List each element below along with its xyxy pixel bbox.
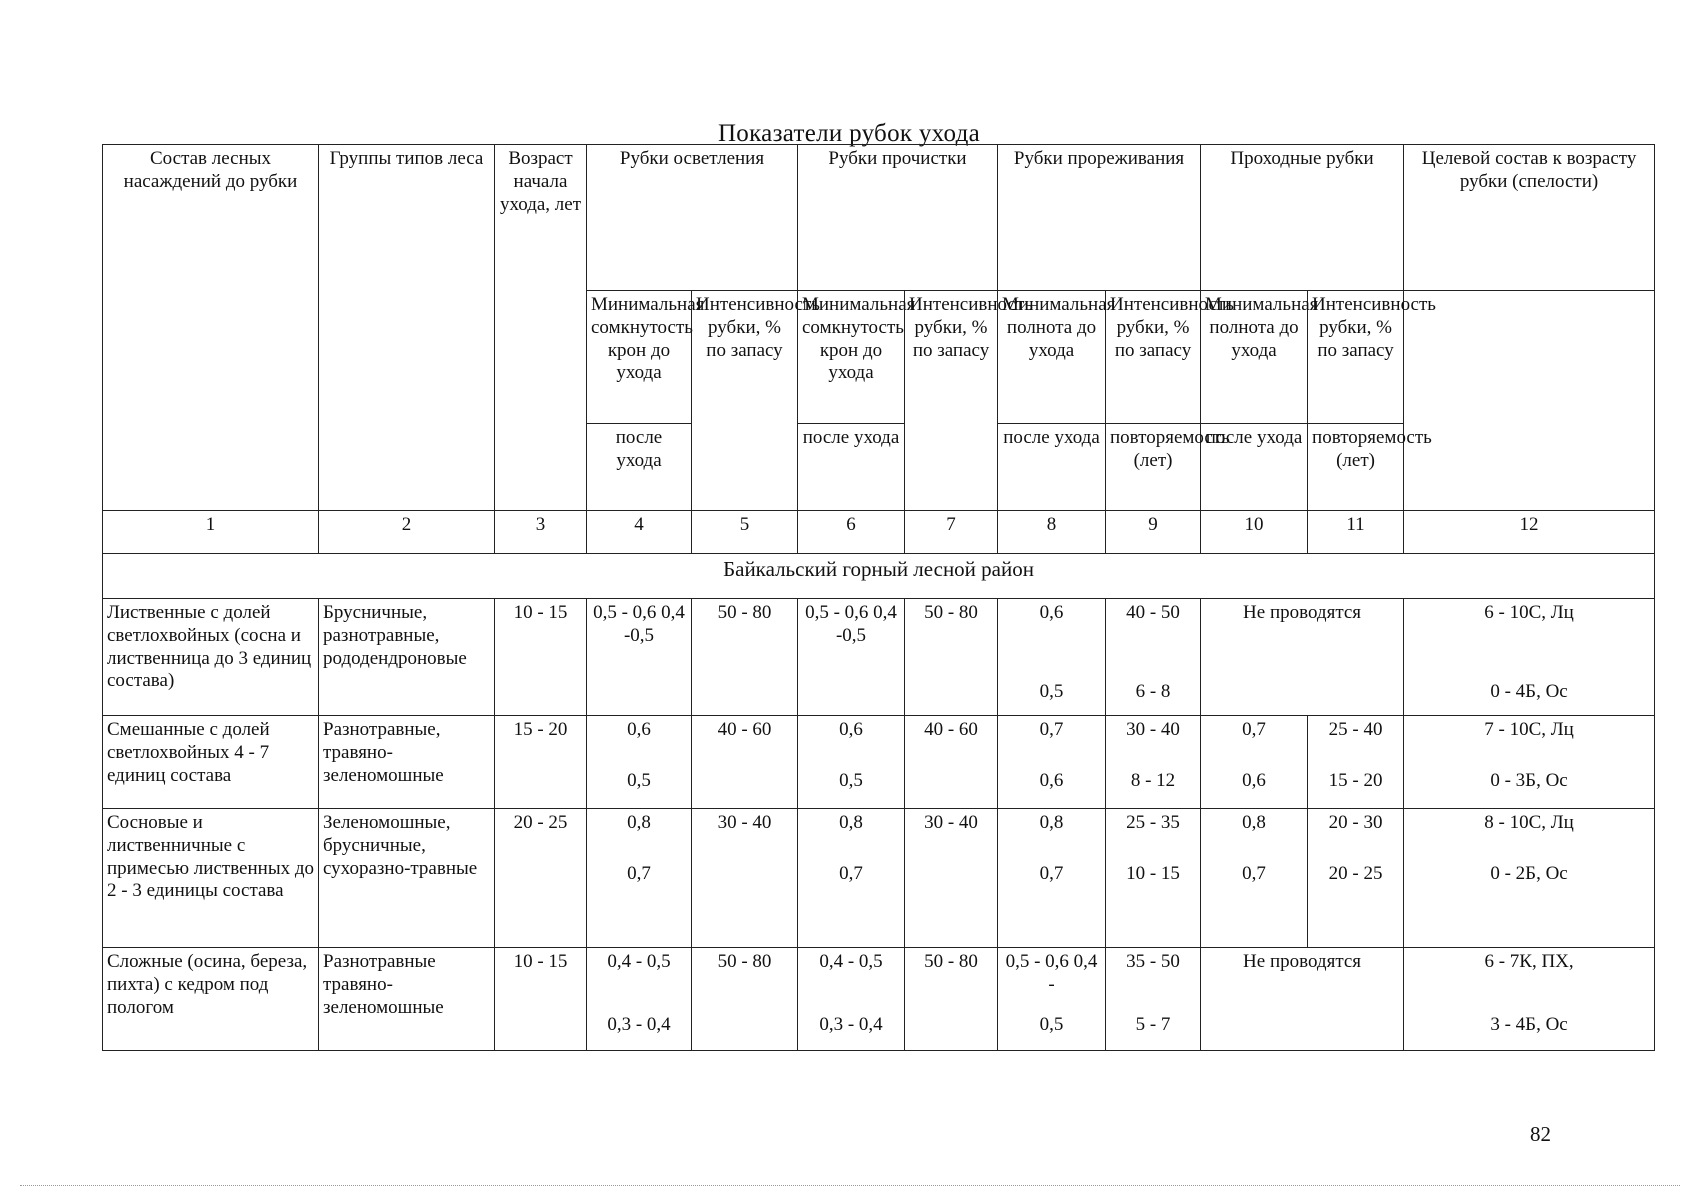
c8-after: 0,7 bbox=[1039, 863, 1064, 885]
c9-repeat: 8 - 12 bbox=[1130, 770, 1176, 792]
c12-admix: 0 - 2Б, Ос bbox=[1490, 863, 1568, 885]
c8-cell bbox=[998, 948, 1106, 1051]
age-cell: 10 - 15 bbox=[495, 599, 587, 716]
column-number: 10 bbox=[1201, 511, 1308, 554]
forest-types-cell: Зеленомошные, брусничные, сухоразно-травные bbox=[319, 809, 495, 948]
c4-cell: 0,5 - 0,6 0,4 -0,5 bbox=[587, 599, 692, 716]
column-number: 1 bbox=[103, 511, 319, 554]
header-c10-after: после ухода bbox=[1201, 424, 1308, 511]
header-start-age: Возраст начала ухода, лет bbox=[495, 145, 587, 511]
header-c11-repeat: повторяемость (лет) bbox=[1308, 424, 1404, 511]
c12-cell bbox=[1404, 599, 1655, 716]
header-target-composition: Целевой состав к возрасту рубки (спелости) bbox=[1404, 145, 1655, 291]
c11-repeat: 15 - 20 bbox=[1328, 770, 1383, 792]
c6-after: 0,7 bbox=[839, 863, 863, 885]
footer-divider bbox=[20, 1185, 1680, 1186]
column-number: 12 bbox=[1404, 511, 1655, 554]
c8-after: 0,5 bbox=[1039, 681, 1064, 703]
c11-cell bbox=[1308, 809, 1404, 948]
column-number: 8 bbox=[998, 511, 1106, 554]
c11-repeat: 20 - 25 bbox=[1328, 863, 1383, 885]
column-number: 4 bbox=[587, 511, 692, 554]
c8-before: 0,8 bbox=[1039, 812, 1064, 833]
c9-cell bbox=[1106, 948, 1201, 1051]
c9-cell bbox=[1106, 599, 1201, 716]
c12-main: 7 - 10С, Лц bbox=[1484, 719, 1574, 740]
c7-cell: 50 - 80 bbox=[905, 948, 998, 1051]
c8-cell bbox=[998, 716, 1106, 809]
c4-before: 0,6 bbox=[627, 719, 651, 740]
c9-intensity: 40 - 50 bbox=[1126, 602, 1180, 623]
c12-admix: 0 - 4Б, Ос bbox=[1490, 681, 1568, 703]
c5-cell: 30 - 40 bbox=[692, 809, 798, 948]
table-row bbox=[103, 599, 1655, 716]
c10-cell bbox=[1201, 809, 1308, 948]
c6-before: 0,6 bbox=[839, 719, 863, 740]
c6-cell bbox=[798, 948, 905, 1051]
region-row bbox=[103, 554, 1655, 599]
c9-cell bbox=[1106, 716, 1201, 809]
header-c9-repeat: повторяемость (лет) bbox=[1106, 424, 1201, 511]
passage-cell: Не проводятся bbox=[1201, 948, 1404, 1051]
c12-main: 6 - 7К, ПХ, bbox=[1484, 951, 1574, 972]
c6-after: 0,3 - 0,4 bbox=[819, 1014, 883, 1036]
c4-cell bbox=[587, 948, 692, 1051]
c7-cell: 50 - 80 bbox=[905, 599, 998, 716]
composition-cell: Смешанные с долей светлохвойных 4 - 7 единиц состава bbox=[103, 716, 319, 809]
age-cell: 10 - 15 bbox=[495, 948, 587, 1051]
c11-intensity: 25 - 40 bbox=[1328, 719, 1383, 740]
c12-cell bbox=[1404, 716, 1655, 809]
header-c8: Минимальная полнота до ухода bbox=[998, 291, 1106, 424]
c8-cell bbox=[998, 599, 1106, 716]
column-number: 6 bbox=[798, 511, 905, 554]
c4-before: 0,4 - 0,5 bbox=[607, 951, 671, 972]
c12-admix: 0 - 3Б, Ос bbox=[1490, 770, 1568, 792]
c10-cell bbox=[1201, 716, 1308, 809]
c9-intensity: 30 - 40 bbox=[1126, 719, 1180, 740]
header-row-groups bbox=[103, 145, 1655, 291]
header-c5: Интенсивность рубки, % по запасу bbox=[692, 291, 798, 511]
header-c4: Минимальная сомкнутость крон до ухода bbox=[587, 291, 692, 424]
c8-before: 0,7 bbox=[1039, 719, 1064, 740]
header-forest-types: Группы типов леса bbox=[319, 145, 495, 511]
c9-repeat: 5 - 7 bbox=[1135, 1014, 1171, 1036]
table-row bbox=[103, 716, 1655, 809]
c8-cell bbox=[998, 809, 1106, 948]
c10-after: 0,6 bbox=[1242, 770, 1266, 792]
c10-before: 0,7 bbox=[1242, 719, 1266, 740]
c5-cell: 50 - 80 bbox=[692, 599, 798, 716]
column-number: 11 bbox=[1308, 511, 1404, 554]
header-c7: Интенсивность рубки, % по запасу bbox=[905, 291, 998, 511]
c12-main: 6 - 10С, Лц bbox=[1484, 602, 1574, 623]
header-clearing-cuts: Рубки осветления bbox=[587, 145, 798, 291]
c4-after: 0,3 - 0,4 bbox=[607, 1014, 671, 1036]
age-cell: 15 - 20 bbox=[495, 716, 587, 809]
c4-cell bbox=[587, 716, 692, 809]
header-c11: Интенсивность рубки, % по запасу bbox=[1308, 291, 1404, 424]
composition-cell: Лиственные с долей светлохвойных (сосна и лиственница до 3 единиц состава) bbox=[103, 599, 319, 716]
c9-intensity: 35 - 50 bbox=[1126, 951, 1180, 972]
column-number-row bbox=[103, 511, 1655, 554]
c12-cell bbox=[1404, 948, 1655, 1051]
c7-cell: 30 - 40 bbox=[905, 809, 998, 948]
composition-cell: Сложные (осина, береза, пихта) с кедром под пологом bbox=[103, 948, 319, 1051]
c6-after: 0,5 bbox=[839, 770, 863, 792]
column-number: 7 bbox=[905, 511, 998, 554]
page-number: 82 bbox=[1530, 1122, 1551, 1146]
c5-cell: 50 - 80 bbox=[692, 948, 798, 1051]
table-row bbox=[103, 948, 1655, 1051]
c10-after: 0,7 bbox=[1242, 863, 1266, 885]
forest-types-cell: Разнотравные, травяно-зеленомошные bbox=[319, 716, 495, 809]
c8-after: 0,5 bbox=[1039, 1014, 1064, 1036]
c7-cell: 40 - 60 bbox=[905, 716, 998, 809]
header-c9: Интенсивность рубки, % по запасу bbox=[1106, 291, 1201, 424]
header-c10: Минимальная полнота до ухода bbox=[1201, 291, 1308, 424]
c12-main: 8 - 10С, Лц bbox=[1484, 812, 1574, 833]
c8-before: 0,6 bbox=[1039, 602, 1064, 623]
c9-repeat: 10 - 15 bbox=[1126, 863, 1180, 885]
header-passage-cuts: Проходные рубки bbox=[1201, 145, 1404, 291]
page-title: Показатели рубок ухода bbox=[717, 120, 981, 147]
column-number: 5 bbox=[692, 511, 798, 554]
forest-types-cell: Брусничные, разнотравные, рододендроновые bbox=[319, 599, 495, 716]
c4-before: 0,8 bbox=[627, 812, 651, 833]
header-c6: Минимальная сомкнутость крон до ухода bbox=[798, 291, 905, 424]
c6-cell: 0,5 - 0,6 0,4 -0,5 bbox=[798, 599, 905, 716]
c10-before: 0,8 bbox=[1242, 812, 1266, 833]
c4-cell bbox=[587, 809, 692, 948]
c11-intensity: 20 - 30 bbox=[1328, 812, 1383, 833]
c6-cell bbox=[798, 809, 905, 948]
c9-repeat: 6 - 8 bbox=[1135, 681, 1171, 703]
c6-cell bbox=[798, 716, 905, 809]
header-thinning-cuts: Рубки прореживания bbox=[998, 145, 1201, 291]
c12-cell bbox=[1404, 809, 1655, 948]
header-cleaning-cuts: Рубки прочистки bbox=[798, 145, 998, 291]
column-number: 2 bbox=[319, 511, 495, 554]
header-c6-after: после ухода bbox=[798, 424, 905, 511]
age-cell: 20 - 25 bbox=[495, 809, 587, 948]
c6-before: 0,4 - 0,5 bbox=[819, 951, 883, 972]
c12-admix: 3 - 4Б, Ос bbox=[1490, 1014, 1568, 1036]
column-number: 9 bbox=[1106, 511, 1201, 554]
header-c4-after: после ухода bbox=[587, 424, 692, 511]
thinning-indicators-table bbox=[102, 144, 1655, 1051]
table-row bbox=[103, 809, 1655, 948]
column-number: 3 bbox=[495, 511, 587, 554]
c9-intensity: 25 - 35 bbox=[1126, 812, 1180, 833]
c8-before: 0,5 - 0,6 0,4 - bbox=[1005, 951, 1098, 995]
header-c8-after: после ухода bbox=[998, 424, 1106, 511]
c5-cell: 40 - 60 bbox=[692, 716, 798, 809]
c4-after: 0,7 bbox=[627, 863, 651, 885]
passage-cell: Не проводятся bbox=[1201, 599, 1404, 716]
c4-after: 0,5 bbox=[627, 770, 651, 792]
header-composition: Состав лесных насаждений до рубки bbox=[103, 145, 319, 511]
c11-cell bbox=[1308, 716, 1404, 809]
c8-after: 0,6 bbox=[1039, 770, 1064, 792]
c9-cell bbox=[1106, 809, 1201, 948]
header-c12-blank bbox=[1404, 291, 1655, 511]
forest-types-cell: Разнотравные травяно-зеленомошные bbox=[319, 948, 495, 1051]
composition-cell: Сосновые и лиственничные с примесью лиственных до 2 - 3 единицы состава bbox=[103, 809, 319, 948]
c6-before: 0,8 bbox=[839, 812, 863, 833]
region-heading: Байкальский горный лесной район bbox=[103, 554, 1655, 599]
